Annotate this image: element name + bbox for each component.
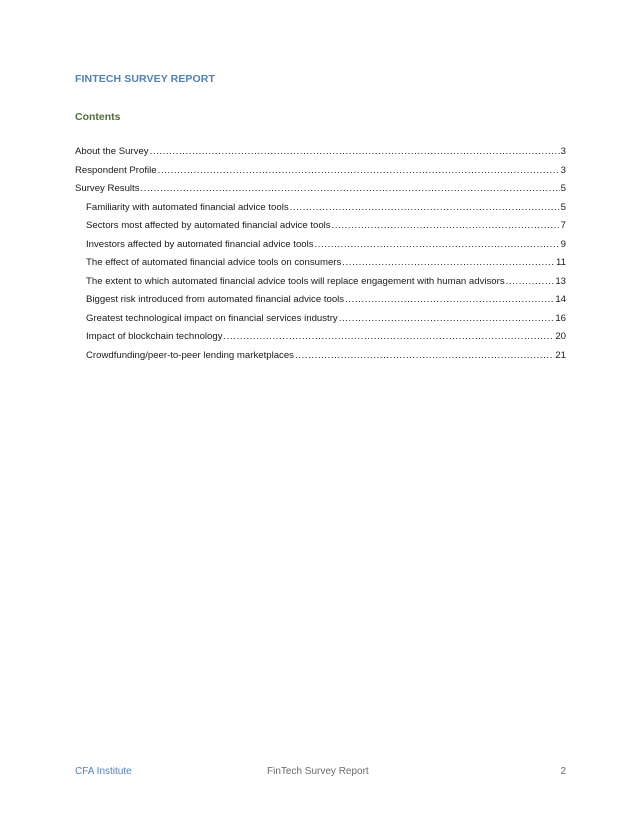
toc-entry-replace-human-advisors[interactable] bbox=[75, 273, 566, 292]
toc-entry-title: The extent to which automated financial advice tools will replace engagement with human advisors bbox=[86, 275, 505, 287]
toc-dot-leader bbox=[150, 143, 560, 162]
toc-entry-title: Investors affected by automated financial advice tools bbox=[86, 238, 314, 250]
toc-entry-page: 20 bbox=[555, 331, 566, 342]
toc-entry-investors-affected[interactable] bbox=[75, 236, 566, 255]
toc-entry-respondent-profile[interactable] bbox=[75, 162, 566, 181]
toc-entry-page: 21 bbox=[555, 349, 566, 361]
toc-dot-leader bbox=[141, 180, 560, 199]
toc-entry-technological-impact[interactable] bbox=[75, 310, 566, 329]
toc-entry-title: Survey Results bbox=[75, 183, 140, 194]
contents-heading: Contents bbox=[75, 111, 121, 123]
toc-entry-title: Greatest technological impact on financial services industry bbox=[86, 312, 338, 324]
toc-entry-about-the-survey[interactable] bbox=[75, 143, 566, 162]
toc-dot-leader bbox=[295, 347, 554, 366]
toc-entry-page: 9 bbox=[560, 238, 566, 250]
toc-entry-page: 3 bbox=[560, 146, 566, 157]
table-of-contents bbox=[75, 143, 566, 365]
toc-entry-effect-on-consumers[interactable] bbox=[75, 254, 566, 273]
toc-entry-title: The effect of automated financial advice tools on consumers bbox=[86, 257, 342, 268]
toc-entry-page: 13 bbox=[555, 275, 566, 287]
toc-dot-leader bbox=[315, 236, 560, 255]
toc-entry-title: About the Survey bbox=[75, 146, 149, 157]
toc-entry-page: 16 bbox=[555, 312, 566, 324]
toc-dot-leader bbox=[342, 254, 555, 273]
toc-dot-leader bbox=[290, 199, 560, 218]
toc-entry-page: 3 bbox=[560, 164, 566, 176]
toc-entry-blockchain[interactable] bbox=[75, 328, 566, 347]
toc-entry-page: 14 bbox=[555, 294, 566, 305]
toc-entry-title: Impact of blockchain technology bbox=[86, 331, 223, 342]
toc-entry-title: Respondent Profile bbox=[75, 164, 157, 176]
toc-entry-familiarity[interactable] bbox=[75, 199, 566, 218]
toc-dot-leader bbox=[506, 273, 555, 292]
toc-entry-page: 11 bbox=[556, 257, 566, 268]
toc-entry-sectors-affected[interactable] bbox=[75, 217, 566, 236]
report-title: FINTECH SURVEY REPORT bbox=[75, 73, 215, 85]
toc-entry-title: Sectors most affected by automated financial advice tools bbox=[86, 220, 331, 231]
toc-entry-title: Biggest risk introduced from automated financial advice tools bbox=[86, 294, 345, 305]
toc-entry-page: 5 bbox=[560, 183, 566, 194]
toc-dot-leader bbox=[339, 310, 555, 329]
toc-entry-crowdfunding[interactable] bbox=[75, 347, 566, 366]
toc-entry-biggest-risk[interactable] bbox=[75, 291, 566, 310]
toc-dot-leader bbox=[224, 328, 555, 347]
toc-entry-page: 5 bbox=[560, 201, 566, 213]
toc-entry-survey-results[interactable] bbox=[75, 180, 566, 199]
toc-entry-title: Familiarity with automated financial advice tools bbox=[86, 201, 289, 213]
footer-organization: CFA Institute bbox=[75, 766, 132, 777]
toc-dot-leader bbox=[158, 162, 560, 181]
footer-page-number: 2 bbox=[560, 766, 566, 777]
toc-dot-leader bbox=[345, 291, 554, 310]
footer-document-title: FinTech Survey Report bbox=[267, 766, 369, 777]
toc-dot-leader bbox=[332, 217, 560, 236]
toc-entry-page: 7 bbox=[560, 220, 566, 231]
toc-entry-title: Crowdfunding/peer-to-peer lending marketplaces bbox=[86, 349, 294, 361]
page-footer bbox=[75, 766, 566, 780]
